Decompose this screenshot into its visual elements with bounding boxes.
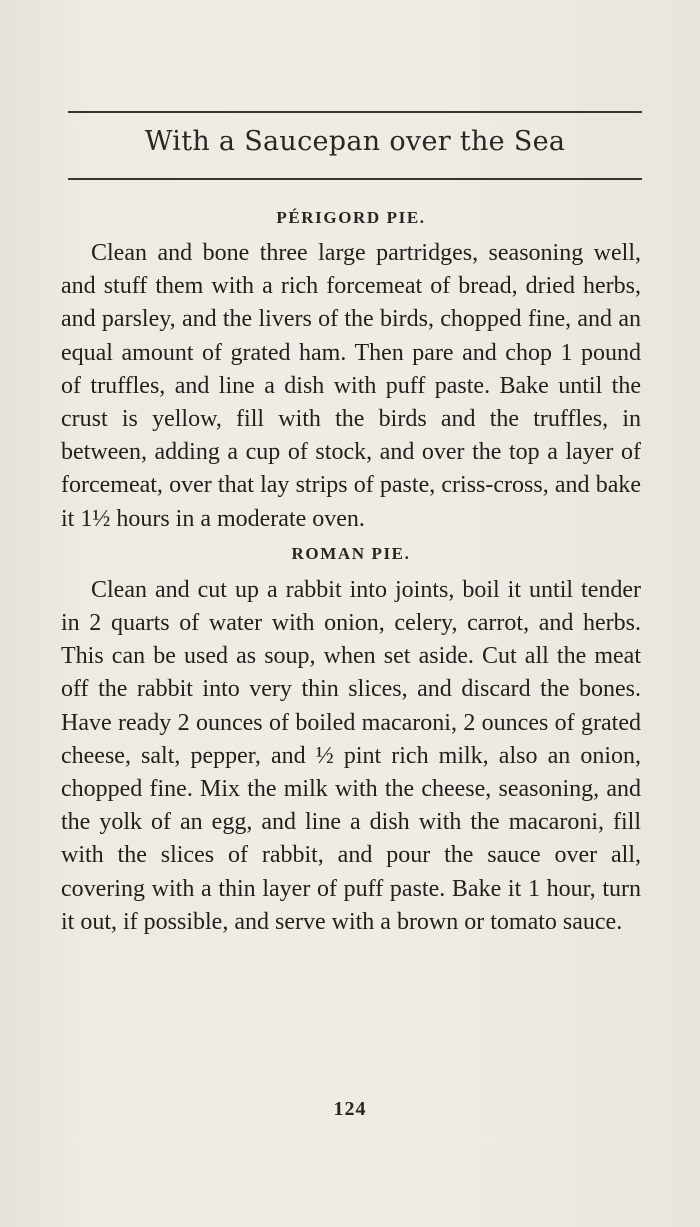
page-number: 124 xyxy=(333,1098,367,1120)
running-head: With a Saucepan over the Sea xyxy=(144,126,566,157)
page-body xyxy=(61,204,641,939)
recipe-text: Clean and cut up a rabbit into joints, boil it until tender in 2 quarts of water with onion, celery, carrot, and herbs. This can be used as soup, when set aside. Cut all the meat off the rabbit into very thin slices, and discard the bones. Have ready 2 ounces of boiled macaroni, 2 ounces of grated cheese, salt, pepper, and ½ pint rich milk, also an onion, chopped fine. Mix the milk with the cheese, seasoning, and the yolk of an egg, and line a dish with the macaroni, fill with the slices of rabbit, and pour the sauce over all, covering with a thin layer of puff paste. Bake it 1 hour, turn it out, if possible, and serve with a brown or tomato sauce. xyxy=(61,576,641,935)
recipe-perigord-pie xyxy=(61,204,641,536)
recipe-roman-pie xyxy=(61,540,641,939)
header-rule-bottom xyxy=(68,178,642,180)
header-rule-top xyxy=(68,111,642,113)
recipe-title: ROMAN PIE. xyxy=(291,543,411,563)
recipe-title: PÉRIGORD PIE. xyxy=(276,208,426,227)
recipe-text: Clean and bone three large partridges, seasoning well, and stuff them with a rich forcemeat of bread, dried herbs, and parsley, and the livers of the birds, chopped fine, and an equal amount of grated ham. Then pare and chop 1 pound of truffles, and line a dish with puff paste. Bake until the crust is yellow, fill with the birds and the truffles, in between, adding a cup of stock, and over the top a layer of forcemeat, over that lay strips of paste, criss-cross, and bake it 1½ hours in a moderate oven. xyxy=(61,240,641,532)
